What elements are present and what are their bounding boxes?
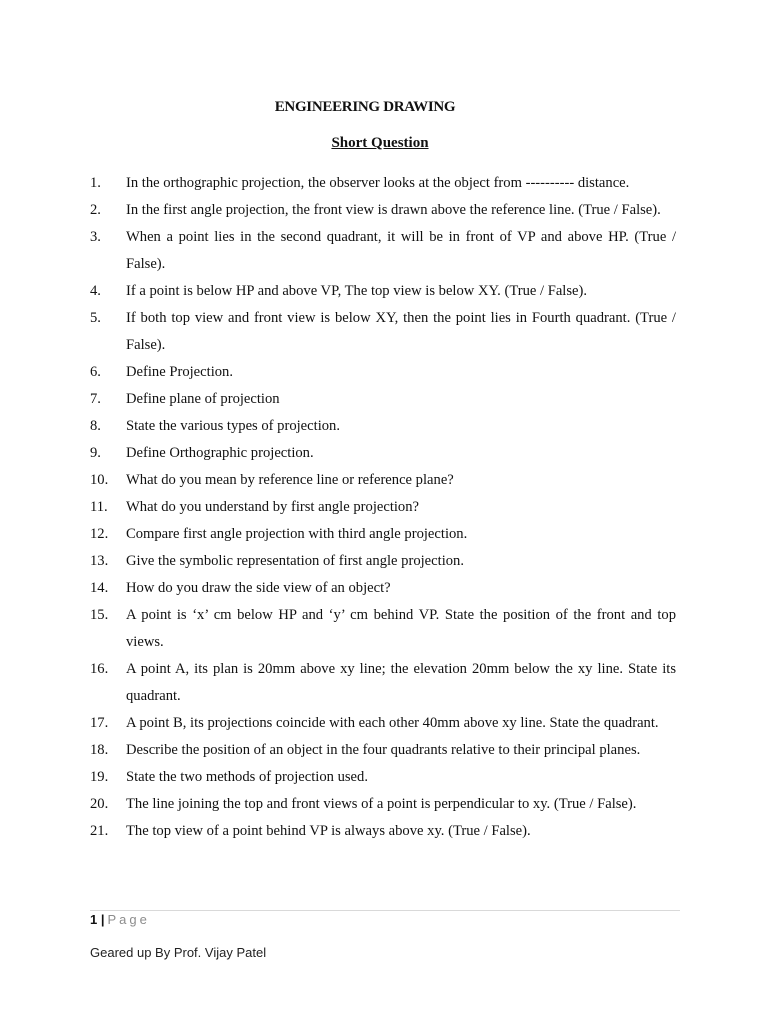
page-number-footer xyxy=(90,912,150,927)
question-text: Define plane of projection xyxy=(126,391,280,407)
question-text: In the first angle projection, the front view is drawn above the reference line. (True / False). xyxy=(126,202,661,218)
question-text: The line joining the top and front views of a point is perpendicular to xy. (True / False). xyxy=(126,796,637,812)
question-number: 4. xyxy=(90,283,101,299)
question-number: 5. xyxy=(90,310,101,326)
question-text: A point B, its projections coincide with each other 40mm above xy line. State the quadrant. xyxy=(126,715,659,731)
question-item xyxy=(90,818,676,845)
question-number: 12. xyxy=(90,526,109,542)
question-number: 16. xyxy=(90,661,109,677)
question-item xyxy=(90,710,676,737)
question-text: Compare first angle projection with third angle projection. xyxy=(126,526,468,542)
question-text: If both top view and front view is below XY, then the point lies in Fourth quadrant. (True / False). xyxy=(126,310,676,353)
question-number: 15. xyxy=(90,607,109,623)
question-item xyxy=(90,278,676,305)
question-item xyxy=(90,548,676,575)
question-text: State the two methods of projection used. xyxy=(126,769,368,785)
question-item xyxy=(90,440,676,467)
question-number: 17. xyxy=(90,715,109,731)
question-text: A point A, its plan is 20mm above xy line; the elevation 20mm below the xy line. State its quadrant. xyxy=(126,661,676,704)
question-number: 18. xyxy=(90,742,109,758)
question-number: 21. xyxy=(90,823,109,839)
page-number: 1 | xyxy=(90,912,105,927)
page-label: Page xyxy=(107,912,150,927)
question-item xyxy=(90,575,676,602)
page-title: ENGINEERING DRAWING xyxy=(274,99,456,115)
question-text: A point is ‘x’ cm below HP and ‘y’ cm behind VP. State the position of the front and top views. xyxy=(126,607,676,650)
question-number: 8. xyxy=(90,418,101,434)
question-number: 20. xyxy=(90,796,109,812)
question-number: 6. xyxy=(90,364,101,380)
question-text: The top view of a point behind VP is always above xy. (True / False). xyxy=(126,823,531,839)
question-text: Describe the position of an object in the four quadrants relative to their principal planes. xyxy=(126,742,641,758)
question-text: Define Projection. xyxy=(126,364,233,380)
question-number: 9. xyxy=(90,445,101,461)
question-item xyxy=(90,791,676,818)
question-item xyxy=(90,737,676,764)
question-text: Define Orthographic projection. xyxy=(126,445,314,461)
question-number: 13. xyxy=(90,553,109,569)
question-item xyxy=(90,602,676,656)
question-text: What do you mean by reference line or reference plane? xyxy=(126,472,454,488)
question-item xyxy=(90,170,676,197)
question-text: When a point lies in the second quadrant, it will be in front of VP and above HP. (True / False). xyxy=(126,229,676,272)
question-item xyxy=(90,656,676,710)
question-text: State the various types of projection. xyxy=(126,418,340,434)
question-item xyxy=(90,413,676,440)
question-item xyxy=(90,224,676,278)
question-text: In the orthographic projection, the observer looks at the object from ---------- distance. xyxy=(126,175,630,191)
question-item xyxy=(90,197,676,224)
question-text: Give the symbolic representation of first angle projection. xyxy=(126,553,464,569)
question-item xyxy=(90,521,676,548)
question-number: 11. xyxy=(90,499,108,515)
question-item xyxy=(90,764,676,791)
question-number: 7. xyxy=(90,391,101,407)
question-number: 3. xyxy=(90,229,101,245)
section-heading: Short Question xyxy=(331,135,429,151)
question-text: What do you understand by first angle projection? xyxy=(126,499,420,515)
question-number: 1. xyxy=(90,175,101,191)
question-item xyxy=(90,494,676,521)
question-number: 19. xyxy=(90,769,109,785)
question-item xyxy=(90,305,676,359)
question-item xyxy=(90,467,676,494)
question-number: 2. xyxy=(90,202,101,218)
author-credit: Geared up By Prof. Vijay Patel xyxy=(90,945,267,960)
question-list xyxy=(90,170,676,845)
question-text: If a point is below HP and above VP, The top view is below XY. (True / False). xyxy=(126,283,588,299)
question-number: 14. xyxy=(90,580,109,596)
question-number: 10. xyxy=(90,472,109,488)
question-item xyxy=(90,359,676,386)
question-item xyxy=(90,386,676,413)
footer-divider xyxy=(90,910,680,911)
question-text: How do you draw the side view of an object? xyxy=(126,580,391,596)
